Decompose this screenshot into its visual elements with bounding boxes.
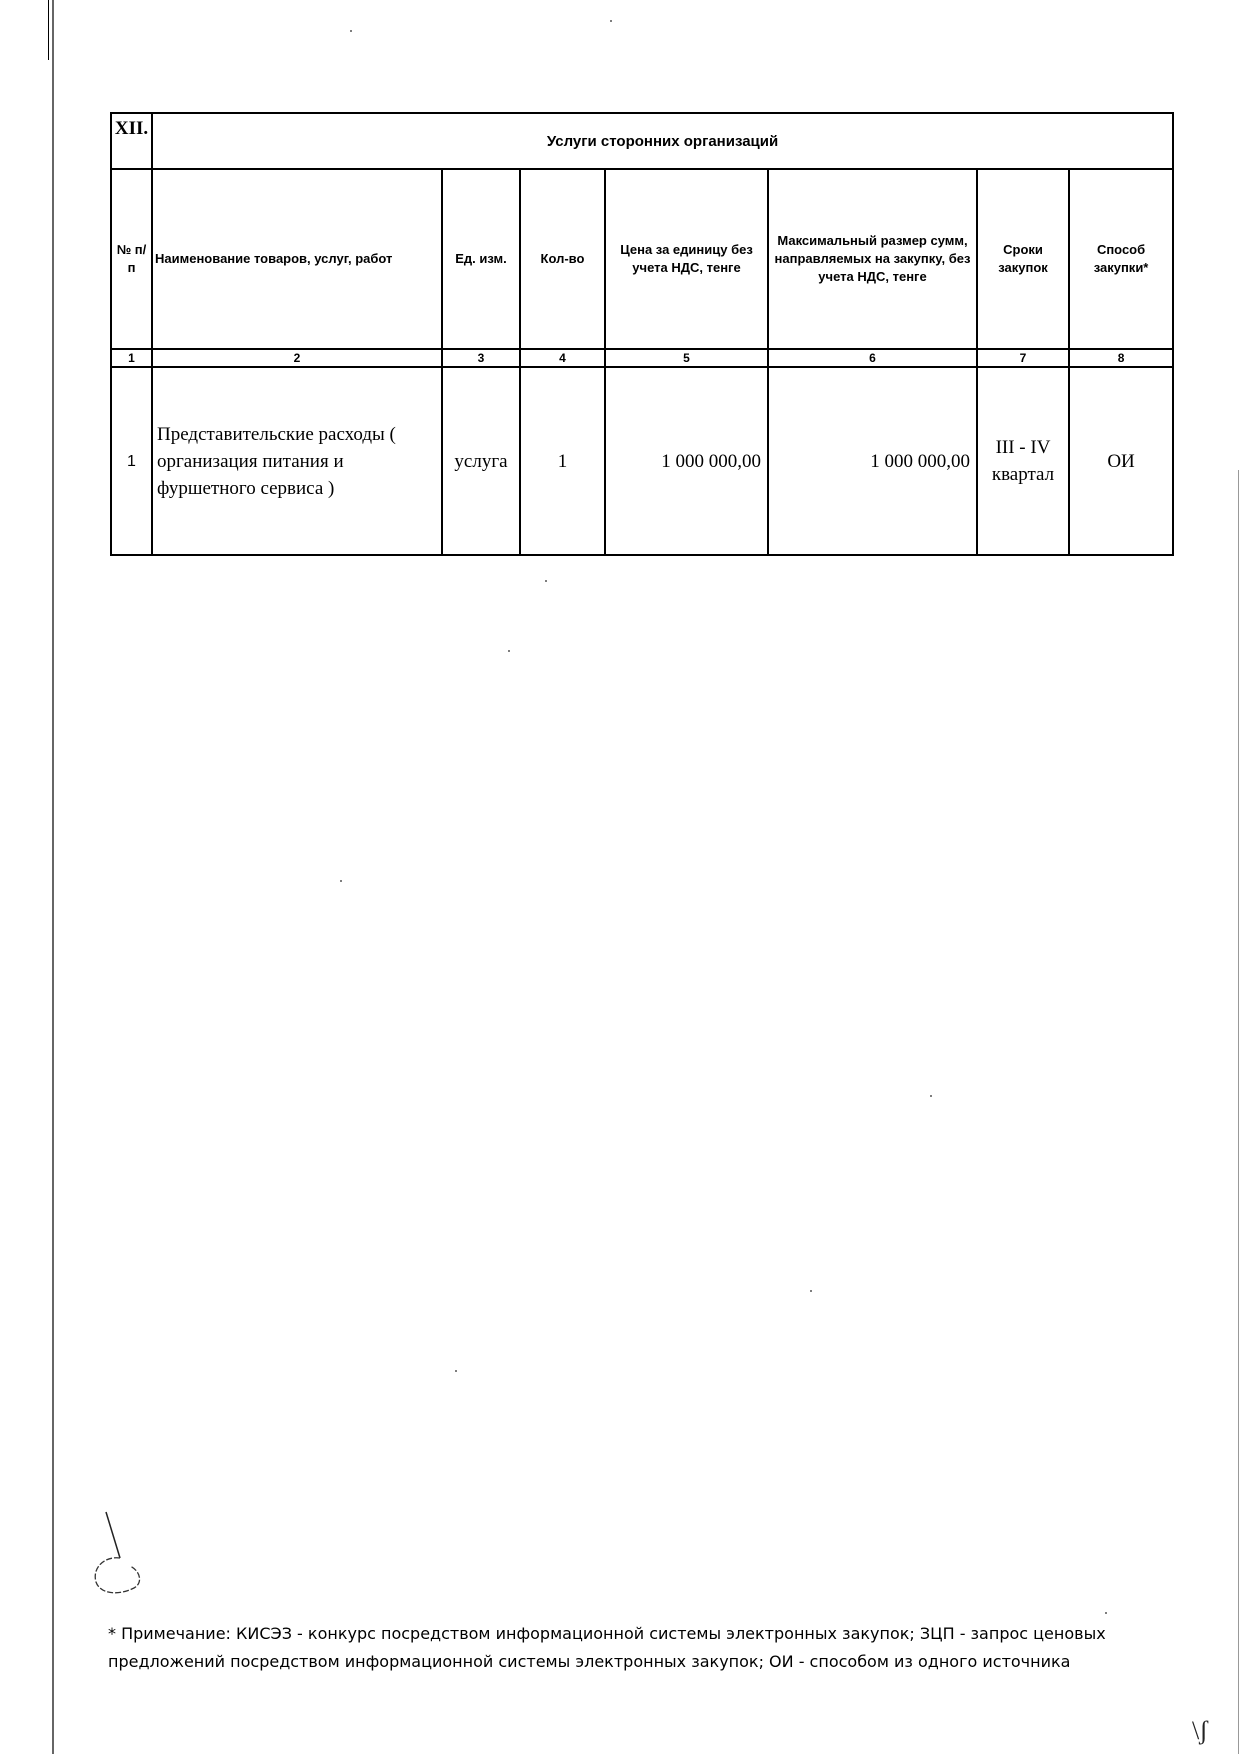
- column-number: 8: [1069, 349, 1173, 367]
- scan-speck: [350, 30, 352, 32]
- section-header-row: [111, 113, 1173, 169]
- row-period: III - IV квартал: [977, 367, 1069, 555]
- column-number: 7: [977, 349, 1069, 367]
- table-row: [111, 367, 1173, 555]
- page-number-mark: \ʃ: [1192, 1716, 1208, 1745]
- scan-edge-left-mark: [48, 0, 49, 60]
- scan-edge-left: [52, 0, 54, 1754]
- row-max-sum: 1 000 000,00: [768, 367, 977, 555]
- scan-speck: [810, 1290, 812, 1292]
- header-unit-price: Цена за единицу без учета НДС, тенге: [605, 169, 768, 349]
- column-header-row: [111, 169, 1173, 349]
- row-unit: услуга: [442, 367, 520, 555]
- row-item-name: Представительские расходы ( организация питания и фуршетного сервиса ): [152, 367, 442, 555]
- header-number: № п/п: [111, 169, 152, 349]
- scan-speck: [930, 1095, 932, 1097]
- column-number-row: [111, 349, 1173, 367]
- column-number: 2: [152, 349, 442, 367]
- footnote: * Примечание: КИСЭЗ - конкурс посредством информационной системы электронных закупок; ЗЦП - запрос ценовых предложений посредством информационной системы электронных закупок; ОИ - способом из одного источника: [108, 1624, 1106, 1671]
- scan-speck: [340, 880, 342, 882]
- header-max-sum: Максимальный размер сумм, направляемых на закупку, без учета НДС, тенге: [768, 169, 977, 349]
- procurement-table: [110, 112, 1174, 556]
- header-period: Сроки закупок: [977, 169, 1069, 349]
- column-number: 3: [442, 349, 520, 367]
- row-number: 1: [111, 367, 152, 555]
- scan-speck: [1105, 1612, 1107, 1614]
- scan-speck: [610, 20, 612, 22]
- row-unit-price: 1 000 000,00: [605, 367, 768, 555]
- row-method: ОИ: [1069, 367, 1173, 555]
- section-title: Услуги сторонних организаций: [152, 113, 1173, 169]
- scan-speck: [508, 650, 510, 652]
- header-quantity: Кол-во: [520, 169, 605, 349]
- row-quantity: 1: [520, 367, 605, 555]
- scan-edge-right: [1238, 470, 1239, 1754]
- section-number: XII.: [111, 113, 152, 169]
- signature-mark: [84, 1510, 154, 1600]
- scan-speck: [455, 1370, 457, 1372]
- column-number: 4: [520, 349, 605, 367]
- header-name: Наименование товаров, услуг, работ: [152, 169, 442, 349]
- column-number: 5: [605, 349, 768, 367]
- column-number: 6: [768, 349, 977, 367]
- scan-speck: [545, 580, 547, 582]
- header-unit: Ед. изм.: [442, 169, 520, 349]
- column-number: 1: [111, 349, 152, 367]
- header-method: Способ закупки*: [1069, 169, 1173, 349]
